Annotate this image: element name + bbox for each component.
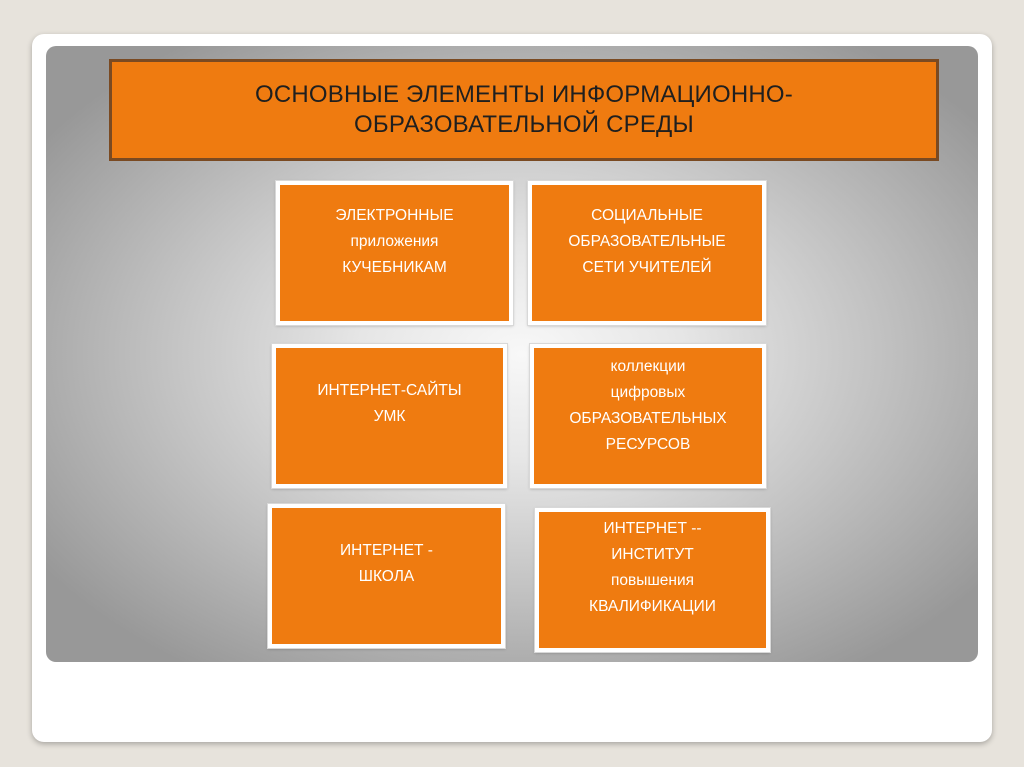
card-internet-sites-umk [272,344,507,488]
card-internet-qualification-institute [535,508,770,652]
card-internet-qualification-institute-text: ИНТЕРНЕТ -- ИНСТИТУТ повышения КВАЛИФИКАЦИИ [589,520,716,615]
card-digital-resource-collections-text: коллекции цифровых ОБРАЗОВАТЕЛЬНЫХ РЕСУРСОВ [569,358,727,453]
title-box [109,59,939,161]
card-social-teacher-networks [528,181,766,325]
card-social-teacher-networks-text: СОЦИАЛЬНЫЕ ОБРАЗОВАТЕЛЬНЫЕ СЕТИ УЧИТЕЛЕЙ [568,207,726,276]
card-digital-resource-collections [530,344,766,488]
card-electronic-textbook-apps [276,181,513,325]
card-internet-sites-umk-text: ИНТЕРНЕТ-САЙТЫ УМК [317,382,462,425]
slide-title: ОСНОВНЫЕ ЭЛЕМЕНТЫ ИНФОРМАЦИОННО-ОБРАЗОВАТЕЛЬНОЙ СРЕДЫ [254,81,793,138]
card-internet-school [268,504,505,648]
card-internet-school-text: ИНТЕРНЕТ - ШКОЛА [340,542,433,585]
card-electronic-textbook-apps-text: ЭЛЕКТРОННЫЕ приложения КУЧЕБНИКАМ [335,207,454,276]
